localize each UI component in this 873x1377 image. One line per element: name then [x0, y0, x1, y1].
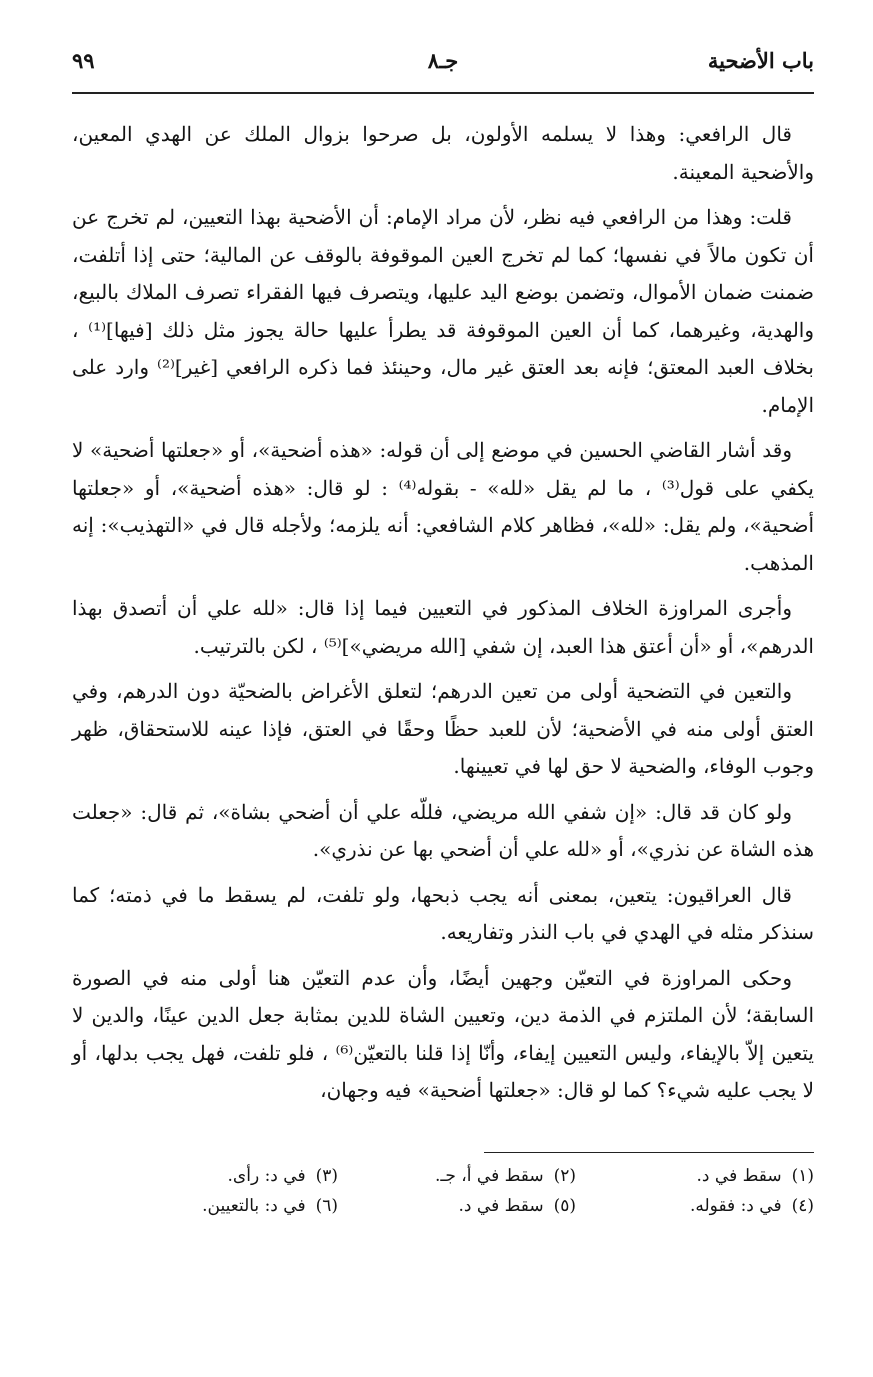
paragraph: وحكى المراوزة في التعيّن وجهين أيضًا، وأن عدم التعيّن هنا أولى منه في الصورة السابقة؛ لأن الملتزم في الذمة دين، وتعيين الشاة للدين بمثابة جعل الدين عينًا، والدين لا يتعين إلاّ بالإيفاء، وليس التعيين إيفاء، وأنّا إذا قلنا بالتعيّن⁽⁶⁾ ، فلو تلفت، فهل يجب بدلها، أو لا يجب عليه شيء؟ كما لو قال: «جعلتها أضحية» فيه وجهان، [72, 965, 814, 1102]
footnote-text: سقط في د. [458, 1196, 544, 1216]
footnotes [72, 1152, 814, 1221]
paragraph: قال العراقيون: يتعين، بمعنى أنه يجب ذبحها، ولو تلفت، لم يسقط ما في ذمته؛ كما سنذكر مثله في الهدي في باب النذر وتفاريعه. [72, 882, 814, 944]
footnote-number: (٥) [553, 1196, 576, 1216]
footnote-text: سقط في د. [696, 1166, 782, 1186]
footnote [338, 1191, 576, 1221]
footnote [100, 1191, 338, 1221]
footnote-text: في د: بالتعيين. [202, 1196, 306, 1216]
footnote-separator [484, 1152, 814, 1153]
footnote [576, 1191, 814, 1221]
chapter-title: باب الأضحية [707, 48, 814, 73]
footnote-number: (٣) [315, 1166, 338, 1186]
paragraph: والتعين في التضحية أولى من تعين الدرهم؛ لتعلق الأغراض بالضحيّة دون الدرهم، وفي العتق أولى منه في الأضحية؛ لأن للعبد حظًا وحقًا في العتق، فإذا عينه للاستحقاق، ظهر وجوب الوفاء، والضحية لا حق لها في تعيينها. [72, 679, 814, 778]
footnote-text: في د: رأى. [227, 1166, 306, 1186]
book-page [72, 40, 814, 1118]
main-text [72, 116, 814, 1110]
footnote-number: (٤) [791, 1196, 814, 1216]
page-number: ٩٩ [72, 48, 95, 73]
footnote-number: (٢) [553, 1166, 576, 1186]
paragraph: ولو كان قد قال: «إن شفي الله مريضي، فللّه علي أن أضحي بشاة»، ثم قال: «جعلت هذه الشاة عن نذري»، أو «لله علي أن أضحي بها عن نذري». [72, 799, 814, 861]
footnote [100, 1161, 338, 1191]
footnote [576, 1161, 814, 1191]
paragraph: وقد أشار القاضي الحسين في موضع إلى أن قوله: «هذه أضحية»، أو «جعلتها أضحية» لا يكفي على قول⁽³⁾ ، ما لم يقل «لله» - بقوله⁽⁴⁾ : لو قال: «هذه أضحية»، أو «جعلتها أضحية»، ولم يقل: «لله»، فظاهر كلام الشافعي: أنه يلزمه؛ ولأجله قال في «التهذيب»: إنه المذهب. [72, 438, 814, 575]
running-header [72, 40, 814, 94]
footnote-number: (١) [791, 1166, 814, 1186]
paragraph: قال الرافعي: وهذا لا يسلمه الأولون، بل صرحوا بزوال الملك عن الهدي المعين، والأضحية المعينة. [72, 122, 814, 184]
paragraph: وأجرى المراوزة الخلاف المذكور في التعيين فيما إذا قال: «لله علي أن أتصدق بهذا الدرهم»، أو «أن أعتق هذا العبد، إن شفي [الله مريضي»]⁽⁵⁾ ، لكن بالترتيب. [72, 596, 814, 658]
footnote-number: (٦) [315, 1196, 338, 1216]
footnote [338, 1161, 576, 1191]
footnote-text: سقط في أ، جـ. [434, 1166, 544, 1186]
volume-label: جـ٨ [427, 48, 459, 73]
paragraph: قلت: وهذا من الرافعي فيه نظر، لأن مراد الإمام: أن الأضحية بهذا التعيين، لم تخرج عن أن تكون مالاً في نفسها؛ كما لم تخرج العين الموقوفة بالوقف عن المالية؛ حتى إذا أتلفت، ضمنت ضمان الأموال، وتضمن بوضع اليد عليها، ويتصرف فيها الفقراء تصرف الملاك بالبيع، والهدية، وغيرهما، كما أن العين الموقوفة قد يطرأ عليها حالة يجوز مثل ذلك [فيها]⁽¹⁾ ، بخلاف العبد المعتق؛ فإنه بعد العتق غير مال، وحينئذ فما ذكره الرافعي [غير]⁽²⁾ وارد على الإمام. [72, 205, 814, 417]
footnote-row [72, 1191, 814, 1221]
footnote-row [72, 1161, 814, 1191]
footnote-text: في د: فقوله. [689, 1196, 782, 1216]
